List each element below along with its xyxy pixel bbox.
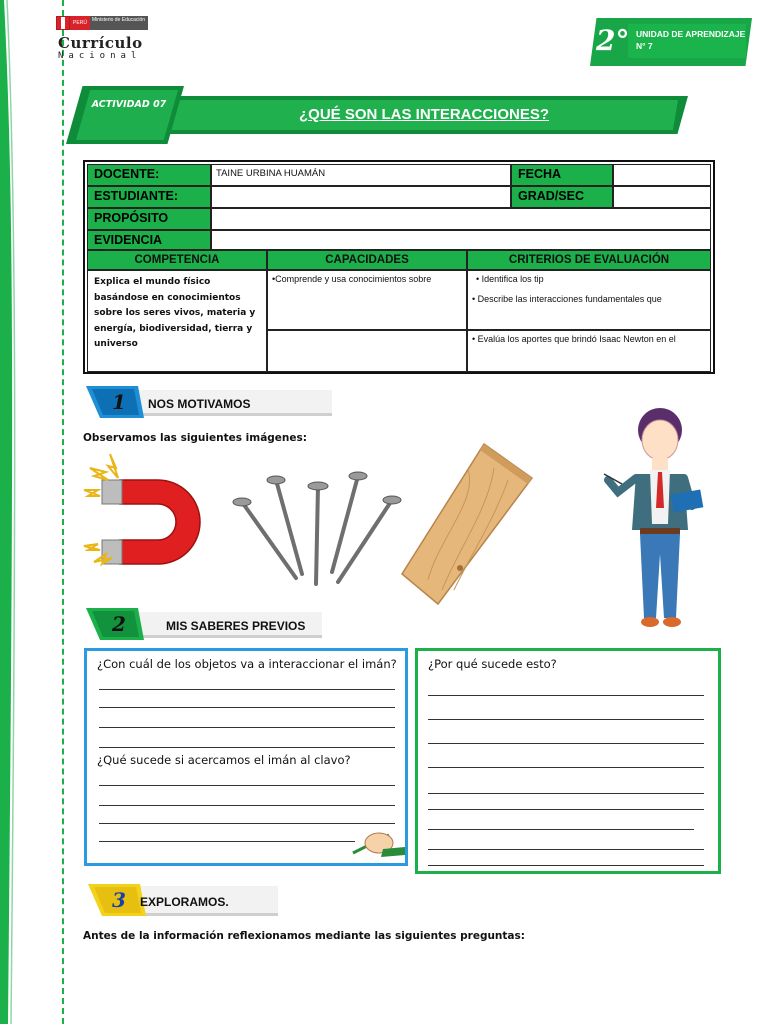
criterio-2: • Describe las interacciones fundamentales que — [472, 294, 662, 304]
answer-line[interactable] — [428, 793, 704, 794]
section-2-banner — [86, 608, 326, 640]
answer-line[interactable] — [428, 719, 704, 720]
unit-number: 2° — [596, 24, 630, 57]
writing-hand-icon — [349, 827, 407, 861]
nails-icon — [232, 466, 402, 590]
question-1: ¿Con cuál de los objetos va a interaccionar el imán? — [97, 657, 397, 671]
gradsec-field[interactable] — [613, 186, 711, 208]
answer-line[interactable] — [428, 865, 704, 866]
section-3-intro: Antes de la información reflexionamos mediante las siguientes preguntas: — [83, 930, 525, 942]
unit-badge — [590, 18, 752, 66]
unit-label: UNIDAD DE APRENDIZAJE N° 7 — [636, 29, 746, 51]
curriculo-logo — [56, 14, 148, 64]
answer-line[interactable] — [99, 823, 395, 824]
answer-line[interactable] — [428, 849, 704, 850]
criterio-1: • Identifica los tip — [476, 274, 544, 284]
answer-line[interactable] — [99, 689, 395, 690]
docente-value: TAINE URBINA HUAMÁN — [211, 164, 511, 186]
answer-line[interactable] — [99, 805, 395, 806]
proposito-field[interactable] — [211, 208, 711, 230]
activity-title: ¿QUÉ SON LAS INTERACCIONES? — [298, 106, 549, 123]
answer-line[interactable] — [428, 829, 694, 830]
docente-label: DOCENTE: — [87, 164, 211, 186]
activity-banner — [66, 86, 692, 144]
left-margin-decoration — [0, 0, 20, 1024]
activity-label: ACTIVIDAD 07 — [91, 99, 167, 110]
teacher-icon — [600, 404, 710, 632]
fecha-field[interactable] — [613, 164, 711, 186]
section-2-label: MIS SABERES PREVIOS — [166, 619, 306, 633]
evidencia-label: EVIDENCIA — [87, 230, 211, 250]
answer-line[interactable] — [99, 747, 395, 748]
questions-box-left — [84, 648, 408, 866]
info-table — [83, 160, 715, 374]
question-3: ¿Por qué sucede esto? — [428, 657, 557, 671]
criterios-1-2-cell — [467, 270, 711, 330]
fecha-label: FECHA — [511, 164, 613, 186]
section-1-banner — [86, 386, 336, 418]
answer-line[interactable] — [428, 743, 704, 744]
peru-shield-icon — [56, 16, 70, 30]
answer-line[interactable] — [428, 809, 704, 810]
estudiante-field[interactable] — [211, 186, 511, 208]
questions-box-right — [415, 648, 721, 874]
section-3-number: 3 — [112, 888, 126, 912]
col-competencia: COMPETENCIA — [87, 250, 267, 270]
competencia-text: Explica el mundo físico basándose en conocimientos sobre los seres vivos, materia y energía, biodiversidad, tierra y universo — [87, 270, 267, 372]
section-1-intro: Observamos las siguientes imágenes: — [83, 432, 307, 444]
proposito-label: PROPÓSITO — [87, 208, 211, 230]
answer-line[interactable] — [99, 841, 355, 842]
wood-plank-icon — [398, 440, 538, 608]
section-1-label: NOS MOTIVAMOS — [148, 397, 251, 411]
section-3-banner — [88, 882, 282, 918]
criterio-3: • Evalúa los aportes que brindó Isaac Newton en el — [467, 330, 711, 372]
gradsec-label: GRAD/SEC — [511, 186, 613, 208]
section-1-number: 1 — [112, 390, 126, 414]
magnet-icon — [80, 450, 220, 576]
capacidad-1: •Comprende y usa conocimientos sobre — [267, 270, 467, 330]
dashed-margin-line — [62, 0, 64, 1024]
logo-peru: PERÚ — [70, 16, 90, 30]
col-capacidades: CAPACIDADES — [267, 250, 467, 270]
answer-line[interactable] — [428, 695, 704, 696]
answer-line[interactable] — [99, 727, 395, 728]
col-criterios: CRITERIOS DE EVALUACIÓN — [467, 250, 711, 270]
logo-ministry: Ministerio de Educación — [90, 16, 148, 30]
answer-line[interactable] — [99, 707, 395, 708]
capacidad-2 — [267, 330, 467, 372]
answer-line[interactable] — [99, 785, 395, 786]
section-2-number: 2 — [112, 612, 126, 636]
estudiante-label: ESTUDIANTE: — [87, 186, 211, 208]
logo-title: Currículo — [58, 34, 143, 52]
evidencia-field[interactable] — [211, 230, 711, 250]
section-3-label: EXPLORAMOS. — [140, 895, 229, 909]
question-2: ¿Qué sucede si acercamos el imán al clavo? — [97, 753, 351, 767]
logo-subtitle: Nacional — [58, 51, 142, 61]
answer-line[interactable] — [428, 767, 704, 768]
